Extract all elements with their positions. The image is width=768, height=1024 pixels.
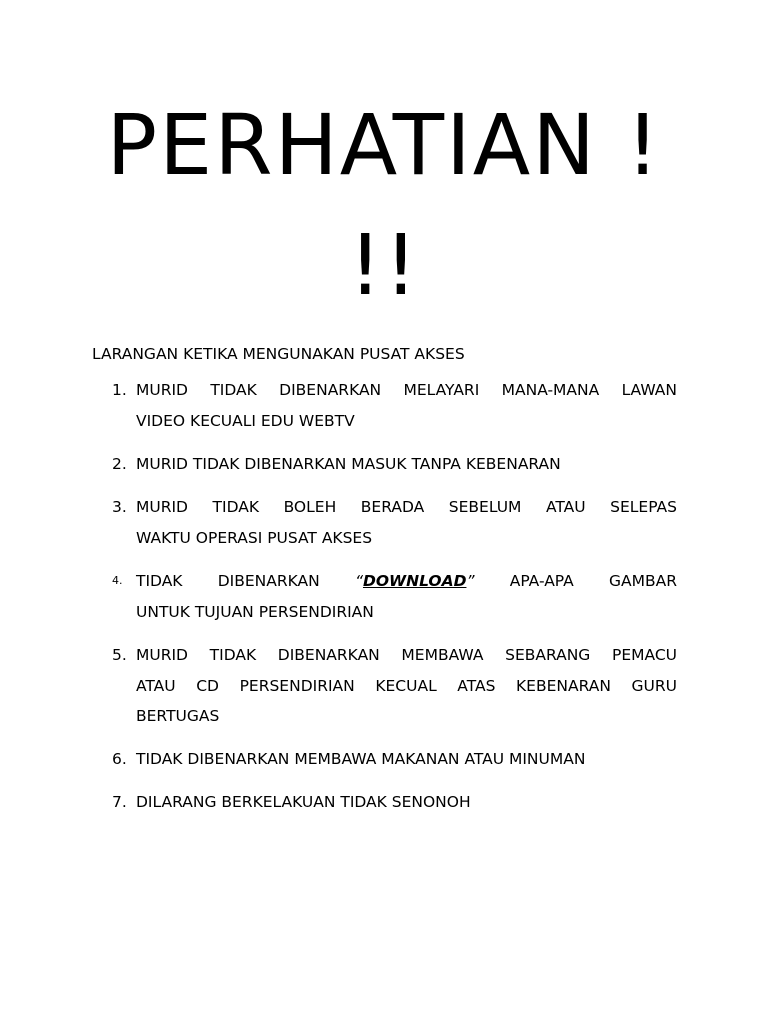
rule-text xyxy=(136,492,677,553)
open-quote: “ xyxy=(354,572,363,590)
rule-text-line: DILARANG BERKELAKUAN TIDAK SENONOH xyxy=(136,793,471,811)
rule-text-line: MURID TIDAK DIBENARKAN MEMBAWA SEBARANG PEMACU xyxy=(136,646,677,664)
rule-text xyxy=(136,566,677,627)
page-title-line-1: PERHATIAN ! xyxy=(106,96,662,194)
rule-number: 7. xyxy=(112,793,127,811)
rule-text-line: MURID TIDAK DIBENARKAN MASUK TANPA KEBENARAN xyxy=(136,455,561,473)
rule-number: 4. xyxy=(112,574,123,587)
page-title-line-2: !! xyxy=(348,216,420,314)
rule-text-line: UNTUK TUJUAN PERSENDIRIAN xyxy=(136,602,374,621)
download-emphasis: DOWNLOAD xyxy=(362,572,467,590)
rule-text xyxy=(136,449,677,480)
rule-text xyxy=(136,375,677,436)
close-quote: ” xyxy=(466,572,475,590)
section-heading: LARANGAN KETIKA MENGUNAKAN PUSAT AKSES xyxy=(92,345,465,363)
rule-text xyxy=(136,787,677,818)
rule-text-line: MURID TIDAK DIBENARKAN MELAYARI MANA-MANA LAWAN xyxy=(136,381,677,399)
rule-text-fragment: APA-APA GAMBAR xyxy=(509,572,677,590)
rule-text-fragment: TIDAK DIBENARKAN xyxy=(136,572,320,590)
rule-text xyxy=(136,640,677,732)
rule-text-line: WAKTU OPERASI PUSAT AKSES xyxy=(136,528,373,547)
rule-number: 2. xyxy=(112,455,127,473)
rule-text xyxy=(136,744,677,775)
rule-number: 3. xyxy=(112,498,127,516)
rule-text-line: ATAU CD PERSENDIRIAN KECUAL ATAS KEBENARAN GURU xyxy=(136,676,677,695)
rule-number: 6. xyxy=(112,750,127,768)
rule-text-line: MURID TIDAK BOLEH BERADA SEBELUM ATAU SELEPAS xyxy=(136,498,677,516)
rule-text-line: VIDEO KECUALI EDU WEBTV xyxy=(136,411,355,430)
rule-text-line: TIDAK DIBENARKAN MEMBAWA MAKANAN ATAU MINUMAN xyxy=(136,750,586,768)
download-phrase xyxy=(355,572,475,590)
rule-text-line xyxy=(136,566,677,597)
rule-number: 1. xyxy=(112,381,127,399)
rule-number: 5. xyxy=(112,646,127,664)
rule-text-line: BERTUGAS xyxy=(136,707,220,725)
